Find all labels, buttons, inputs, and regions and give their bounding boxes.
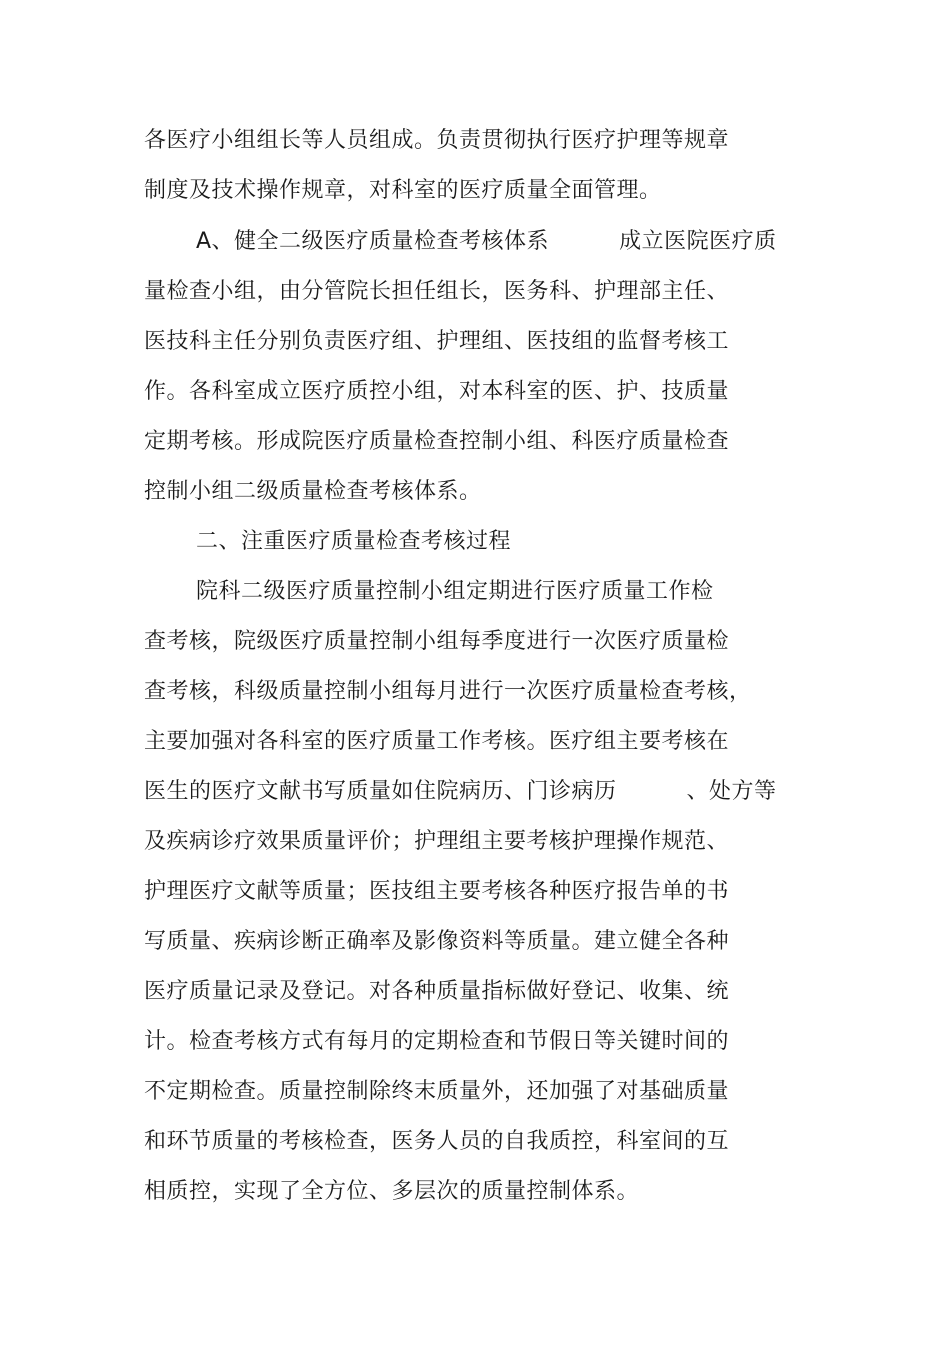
paragraph-line: 主要加强对各科室的医疗质量工作考核。医疗组主要考核在 xyxy=(144,729,730,754)
paragraph-line: 量检查小组，由分管院长担任组长，医务科、护理部主任、 xyxy=(144,279,730,304)
line-continuation: 、处方等 xyxy=(686,779,777,804)
heading-text: A、健全二级医疗质量检查考核体系 xyxy=(196,229,550,254)
paragraph-line: 控制小组二级质量检查考核体系。 xyxy=(144,479,482,504)
paragraph-line: 定期考核。形成院医疗质量检查控制小组、科医疗质量检查 xyxy=(144,429,730,454)
paragraph-line: 查考核，院级医疗质量控制小组每季度进行一次医疗质量检 xyxy=(144,629,730,654)
paragraph-line: 不定期检查。质量控制除终末质量外，还加强了对基础质量 xyxy=(144,1079,730,1104)
paragraph-line: 相质控，实现了全方位、多层次的质量控制体系。 xyxy=(144,1179,640,1204)
paragraph-line: 院科二级医疗质量控制小组定期进行医疗质量工作检 xyxy=(196,579,714,604)
paragraph-line: 及疾病诊疗效果质量评价；护理组主要考核护理操作规范、 xyxy=(144,829,730,854)
paragraph-line xyxy=(144,778,777,806)
paragraph-line: 查考核，科级质量控制小组每月进行一次医疗质量检查考核， xyxy=(144,679,752,704)
paragraph-line: 作。各科室成立医疗质控小组，对本科室的医、护、技质量 xyxy=(144,379,730,404)
section-heading-2: 二、注重医疗质量检查考核过程 xyxy=(196,529,512,554)
paragraph-line: 计。检查考核方式有每月的定期检查和节假日等关键时间的 xyxy=(144,1029,730,1054)
section-heading-a xyxy=(196,228,777,256)
paragraph-line: 写质量、疾病诊断正确率及影像资料等质量。建立健全各种 xyxy=(144,929,730,954)
line-text: 医生的医疗文献书写质量如住院病历、门诊病历 xyxy=(144,779,617,804)
paragraph-line: 各医疗小组组长等人员组成。负责贯彻执行医疗护理等规章 xyxy=(144,128,730,153)
paragraph-line: 和环节质量的考核检查，医务人员的自我质控，科室间的互 xyxy=(144,1129,730,1154)
paragraph-line: 制度及技术操作规章，对科室的医疗质量全面管理。 xyxy=(144,178,662,203)
paragraph-line: 医疗质量记录及登记。对各种质量指标做好登记、收集、统 xyxy=(144,979,730,1004)
heading-continuation: 成立医院医疗质 xyxy=(619,229,777,254)
paragraph-line: 医技科主任分别负责医疗组、护理组、医技组的监督考核工 xyxy=(144,329,730,354)
paragraph-line: 护理医疗文献等质量；医技组主要考核各种医疗报告单的书 xyxy=(144,879,730,904)
